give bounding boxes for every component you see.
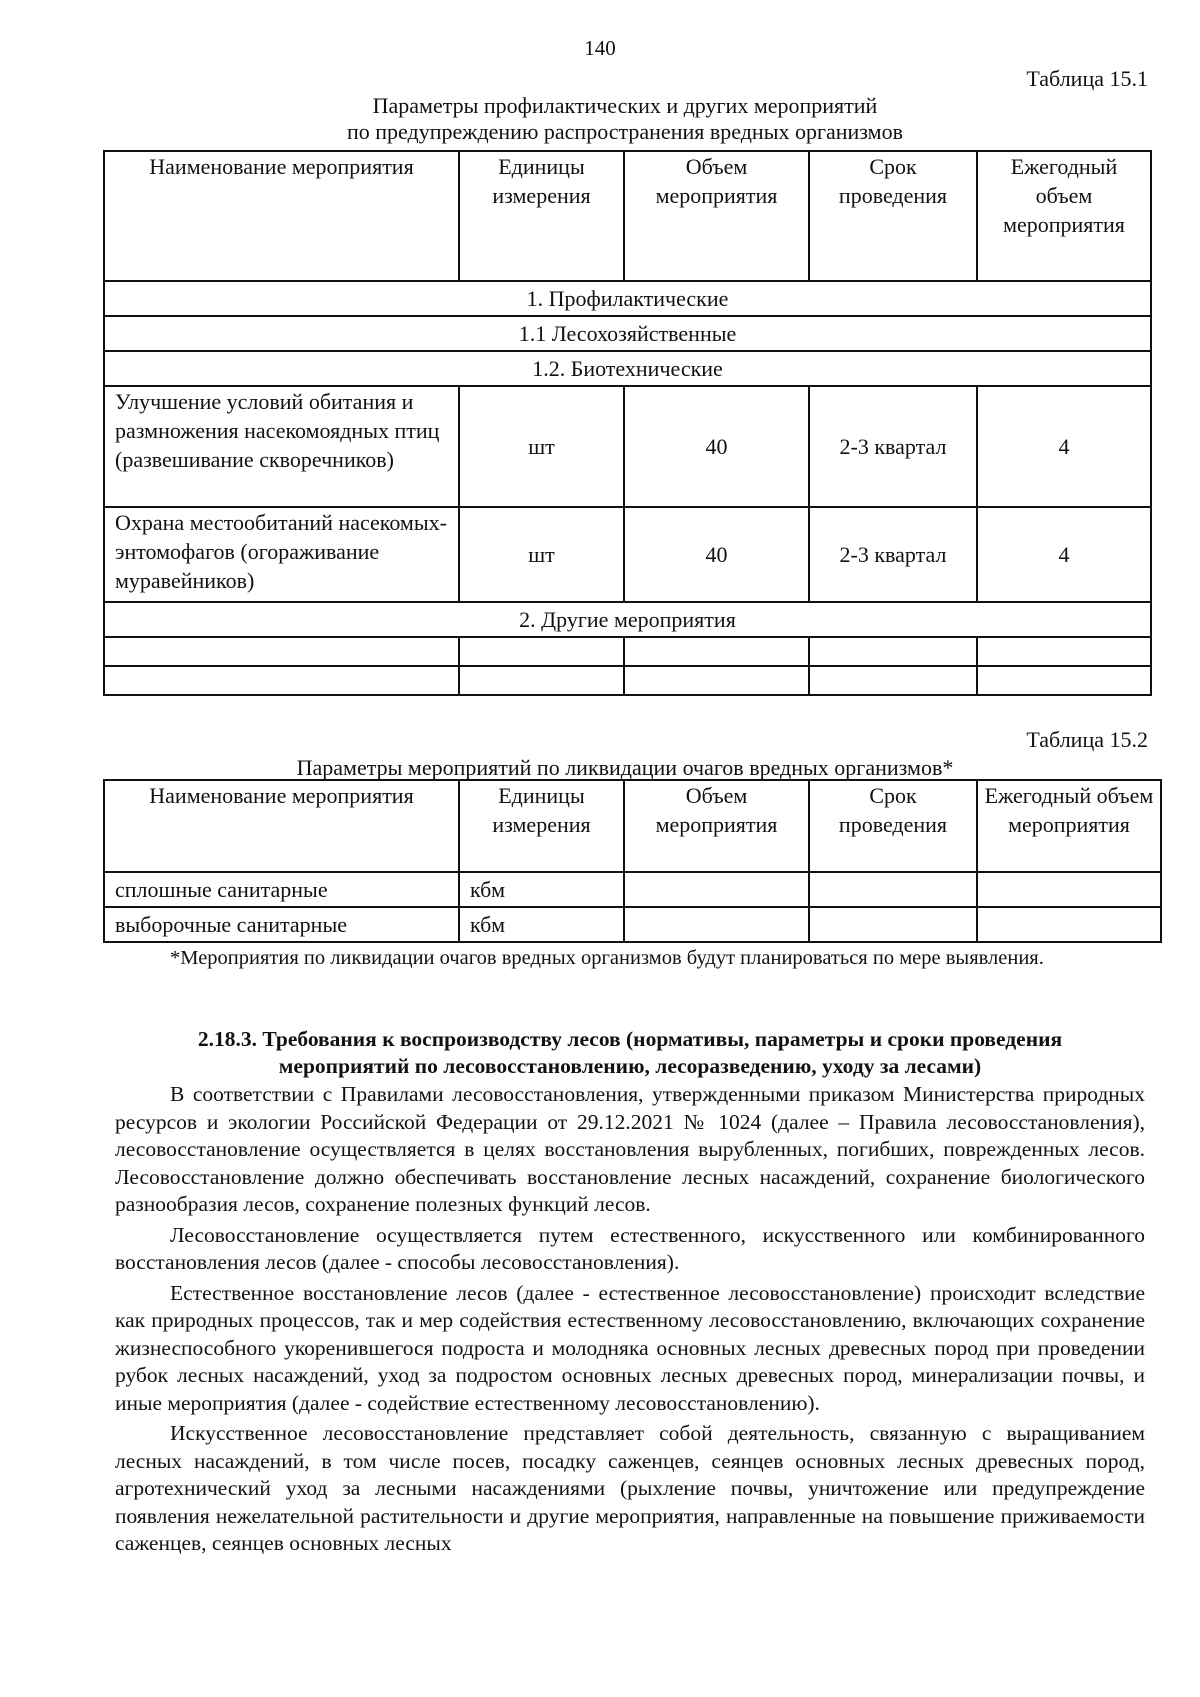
section-heading-line-2: мероприятий по лесовосстановлению, лесоразведению, уходу за лесами) [278, 1054, 982, 1078]
page-number: 140 [584, 36, 616, 60]
table-1-header-unit: Единицы измерения [459, 151, 624, 281]
table-1-row-2-annual: 4 [977, 507, 1151, 602]
table-2-footnote: *Мероприятия по ликвидации очагов вредных организмов будут планироваться по мере выявления. [170, 947, 1044, 969]
table-1-row-1-volume: 40 [624, 386, 809, 507]
table-2-label: Таблица 15.2 [1026, 727, 1148, 752]
table-2-header-name: Наименование мероприятия [104, 780, 459, 872]
table-2-header-row [104, 780, 1161, 872]
table-row [104, 907, 1161, 942]
table-1-row-1-annual: 4 [977, 386, 1151, 507]
table-1-header-period: Срок проведения [809, 151, 977, 281]
table-2-row-1-unit: кбм [459, 872, 624, 907]
table-1-header-name: Наименование мероприятия [104, 151, 459, 281]
table-1 [103, 150, 1152, 696]
table-2-header-annual: Ежегодный объем мероприятия [977, 780, 1161, 872]
table-1-header-volume: Объем мероприятия [624, 151, 809, 281]
table-1-label: Таблица 15.1 [1026, 66, 1148, 91]
table-row [104, 872, 1161, 907]
table-1-section-1-2: 1.2. Биотехнические [104, 351, 1151, 386]
table-2-row-2-name: выборочные санитарные [104, 907, 459, 942]
section-heading [115, 1026, 1145, 1080]
table-2-caption: Параметры мероприятий по ликвидации очагов вредных организмов* [296, 755, 954, 780]
table-1-row-1-name: Улучшение условий обитания и размножения насекомоядных птиц (развешивание скворечников) [104, 386, 459, 507]
table-1-section-1: 1. Профилактические [104, 281, 1151, 316]
section-heading-line-1: 2.18.3. Требования к воспроизводству лесов (нормативы, параметры и сроки проведения [197, 1027, 1063, 1051]
table-2-header-volume: Объем мероприятия [624, 780, 809, 872]
table-row [104, 386, 1151, 507]
table-1-section-row [104, 602, 1151, 637]
table-1-caption-line-2: по предупреждению распространения вредных организмов [347, 119, 903, 144]
section-body [115, 1081, 1145, 1561]
table-1-caption [100, 93, 1150, 145]
table-1-row-1-period: 2-3 квартал [809, 386, 977, 507]
paragraph: Естественное восстановление лесов (далее - естественное лесовосстановление) происходит вследствие как природных процессов, так и мер содействия естественному лесовосстановлению, включающих сохранение жизнеспособного укоренившегося подроста и молодняка основных лесных древесных пород при проведении рубок лесных насаждений, уход за подростом основных лесных древесных пород, минерализации почвы, и иные мероприятия (далее - содействие естественному лесовосстановлению). [115, 1280, 1145, 1415]
table-1-header-annual: Ежегодный объем мероприятия [977, 151, 1151, 281]
table-1-caption-line-1: Параметры профилактических и других мероприятий [372, 93, 878, 118]
table-1-section-row [104, 316, 1151, 351]
table-1-empty-row [104, 666, 1151, 695]
table-1-row-2-unit: шт [459, 507, 624, 602]
paragraph: В соответствии с Правилами лесовосстановления, утвержденными приказом Министерства природных ресурсов и экологии Российской Федерации от 29.12.2021 № 1024 (далее – Правила лесовосстановления), лесовосстановление осуществляется в целях восстановления вырубленных, погибших, поврежденных лесов. Лесовосстановление должно обеспечивать восстановление лесных насаждений, сохранение биологического разнообразия лесов, сохранение полезных функций лесов. [115, 1082, 1145, 1216]
table-1-row-2-volume: 40 [624, 507, 809, 602]
paragraph: Искусственное лесовосстановление представляет собой деятельность, связанную с выращиванием лесных насаждений, в том числе посев, посадку саженцев, сеянцев основных лесных древесных пород, агротехнический уход за лесными насаждениями (рыхление почвы, уничтожение или предупреждение появления нежелательной растительности и другие мероприятия, направленные на повышение приживаемости саженцев, сеянцев основных лесных [115, 1421, 1145, 1555]
table-1-empty-row [104, 637, 1151, 666]
table-1-row-1-unit: шт [459, 386, 624, 507]
table-1-section-row [104, 281, 1151, 316]
table-2-header-period: Срок проведения [809, 780, 977, 872]
table-2-header-unit: Единицы измерения [459, 780, 624, 872]
table-1-section-2: 2. Другие мероприятия [104, 602, 1151, 637]
table-1-section-row [104, 351, 1151, 386]
table-2-row-1-name: сплошные санитарные [104, 872, 459, 907]
table-1-header-row [104, 151, 1151, 281]
paragraph: Лесовосстановление осуществляется путем естественного, искусственного или комбинированного восстановления лесов (далее - способы лесовосстановления). [115, 1222, 1145, 1274]
table-1-row-2-period: 2-3 квартал [809, 507, 977, 602]
table-2 [103, 779, 1162, 943]
table-row [104, 507, 1151, 602]
table-1-row-2-name: Охрана местообитаний насекомых-энтомофагов (огораживание муравейников) [104, 507, 459, 602]
table-1-section-1-1: 1.1 Лесохозяйственные [104, 316, 1151, 351]
table-2-row-2-unit: кбм [459, 907, 624, 942]
